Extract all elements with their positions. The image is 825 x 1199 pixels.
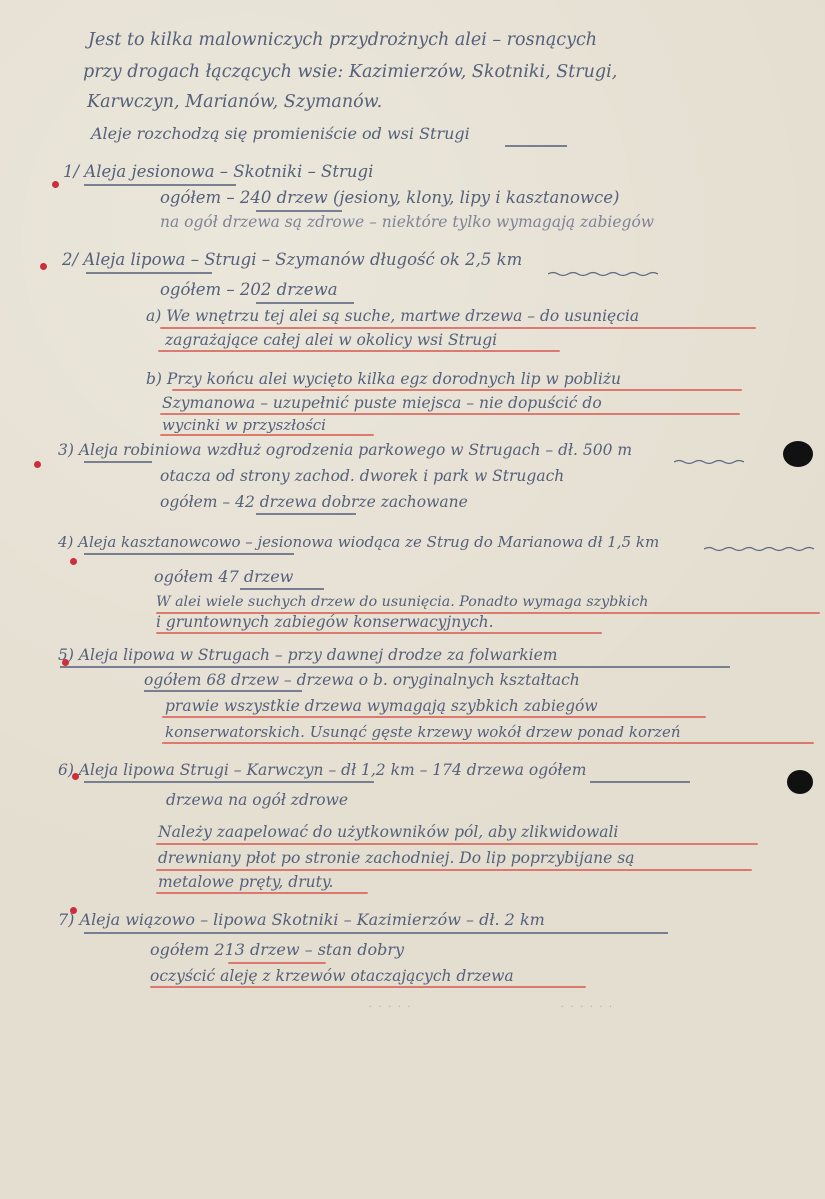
item-2-red-underline-1 <box>160 327 756 329</box>
item-4-line-1: ogółem 47 drzew <box>154 567 294 586</box>
item-2-line-2: a) We wnętrzu tej alei są suche, martwe drzewa – do usunięcia <box>146 307 640 325</box>
item-5-title: 5) Aleja lipowa w Strugach – przy dawnej drodze za folwarkiem <box>58 646 558 664</box>
item-6-title-underline <box>84 781 374 783</box>
item-3-title-underline <box>84 461 152 463</box>
item-3-length-wavy-underline <box>674 459 744 465</box>
intro-line-2: przy drogach łączących wsie: Kazimierzów, Skotniki, Strugi, <box>83 62 618 82</box>
item-2-red-underline-2 <box>158 350 560 352</box>
item-2-line-5: Szymanowa – uzupełnić puste miejsca – nie dopuścić do <box>162 394 602 412</box>
section-heading: Aleje rozchodzą się promieniście od wsi Strugi <box>91 124 470 143</box>
item-7-line-2: oczyścić aleję z krzewów otaczających drzewa <box>150 967 514 985</box>
item-2-red-underline-5 <box>160 434 374 436</box>
item-3-title: 3) Aleja robiniowa wzdłuż ogrodzenia parkowego w Strugach – dł. 500 m <box>58 441 633 459</box>
item-2-count-underline <box>256 302 354 304</box>
item-6-red-underline-1 <box>156 843 758 845</box>
item-4-title: 4) Aleja kasztanowcowo – jesionowa wiodąca ze Strug do Marianowa dł 1,5 km <box>58 533 660 551</box>
item-5-red-underline-1 <box>162 716 706 718</box>
item-5-red-underline-2 <box>162 742 814 744</box>
item-4-line-2: W alei wiele suchych drzew do usunięcia. Ponadto wymaga szybkich <box>156 594 649 610</box>
item-2-line-1: ogółem – 202 drzewa <box>160 280 338 299</box>
item-1-title: 1/ Aleja jesionowa – Skotniki – Strugi <box>63 162 374 181</box>
red-bullet-2 <box>40 263 47 270</box>
red-bullet-3 <box>34 461 41 468</box>
item-7-red-underline-0 <box>228 962 326 964</box>
item-6-red-underline-2 <box>156 869 752 871</box>
intro-line-1: Jest to kilka malowniczych przydrożnych alei – rosnących <box>88 30 598 50</box>
item-3-line-2: ogółem – 42 drzewa dobrze zachowane <box>160 493 468 511</box>
item-7-title-underline <box>84 932 668 934</box>
item-2-title: 2/ Aleja lipowa – Strugi – Szymanów długość ok 2,5 km <box>62 250 523 269</box>
item-5-line-2: prawie wszystkie drzewa wymagają szybkich zabiegów <box>165 697 598 715</box>
show-through-marks-left: · · · · · <box>368 1002 412 1011</box>
intro-line-3: Karwczyn, Marianów, Szymanów. <box>87 92 383 112</box>
item-7-line-1: ogółem 213 drzew – stan dobry <box>150 940 405 959</box>
item-6-count-underline <box>590 781 690 783</box>
item-6-red-underline-3 <box>156 892 368 894</box>
item-3-line-1: otacza od strony zachod. dworek i park w Strugach <box>160 467 565 485</box>
item-2-line-3: zagrażające całej alei w okolicy wsi Strugi <box>165 331 498 349</box>
item-4-red-underline-2 <box>156 632 602 634</box>
item-6-line-2: Należy zaapelować do użytkowników pól, aby zlikwidowali <box>158 823 619 841</box>
heading-underline <box>505 145 567 147</box>
ink-blot-bottom <box>787 770 813 794</box>
show-through-marks-right: · · · · · · <box>560 1002 613 1011</box>
item-5-title-underline <box>60 666 730 668</box>
item-2-line-4: b) Przy końcu alei wycięto kilka egz dorodnych lip w pobliżu <box>146 370 621 388</box>
item-2-length-wavy-underline <box>548 271 658 277</box>
item-5-line-3: konserwatorskich. Usunąć gęste krzewy wokół drzew ponad korzeń <box>165 723 681 741</box>
item-1-title-underline <box>84 184 236 186</box>
item-5-line-1: ogółem 68 drzew – drzewa o b. oryginalnych kształtach <box>144 671 580 689</box>
item-5-count-underline <box>144 690 302 692</box>
item-2-title-underline <box>86 272 212 274</box>
item-3-count-underline <box>256 513 356 515</box>
red-bullet-4 <box>70 558 77 565</box>
item-7-title: 7) Aleja wiązowo – lipowa Skotniki – Kazimierzów – dł. 2 km <box>58 910 545 929</box>
item-6-title: 6) Aleja lipowa Strugi – Karwczyn – dł 1,2 km – 174 drzewa ogółem <box>58 761 587 779</box>
item-6-line-4: metalowe pręty, druty. <box>158 873 334 891</box>
ink-blot-top <box>783 441 813 467</box>
item-2-red-underline-3 <box>172 389 742 391</box>
item-6-line-1: drzewa na ogół zdrowe <box>166 791 349 809</box>
item-2-line-6: wycinki w przyszłości <box>162 416 326 434</box>
item-4-title-underline <box>84 553 294 555</box>
item-6-line-3: drewniany płot po stronie zachodniej. Do lip poprzybijane są <box>158 849 635 867</box>
item-4-length-wavy-underline <box>704 546 816 552</box>
item-1-line-1: ogółem – 240 drzew (jesiony, klony, lipy i kasztanowce) <box>160 188 620 207</box>
item-7-red-underline-1 <box>150 986 586 988</box>
red-bullet-1 <box>52 181 59 188</box>
item-1-line-2: na ogół drzewa są zdrowe – niektóre tylko wymagają zabiegów <box>160 213 655 231</box>
item-4-count-underline <box>240 588 324 590</box>
item-4-line-3: i gruntownych zabiegów konserwacyjnych. <box>156 613 494 631</box>
